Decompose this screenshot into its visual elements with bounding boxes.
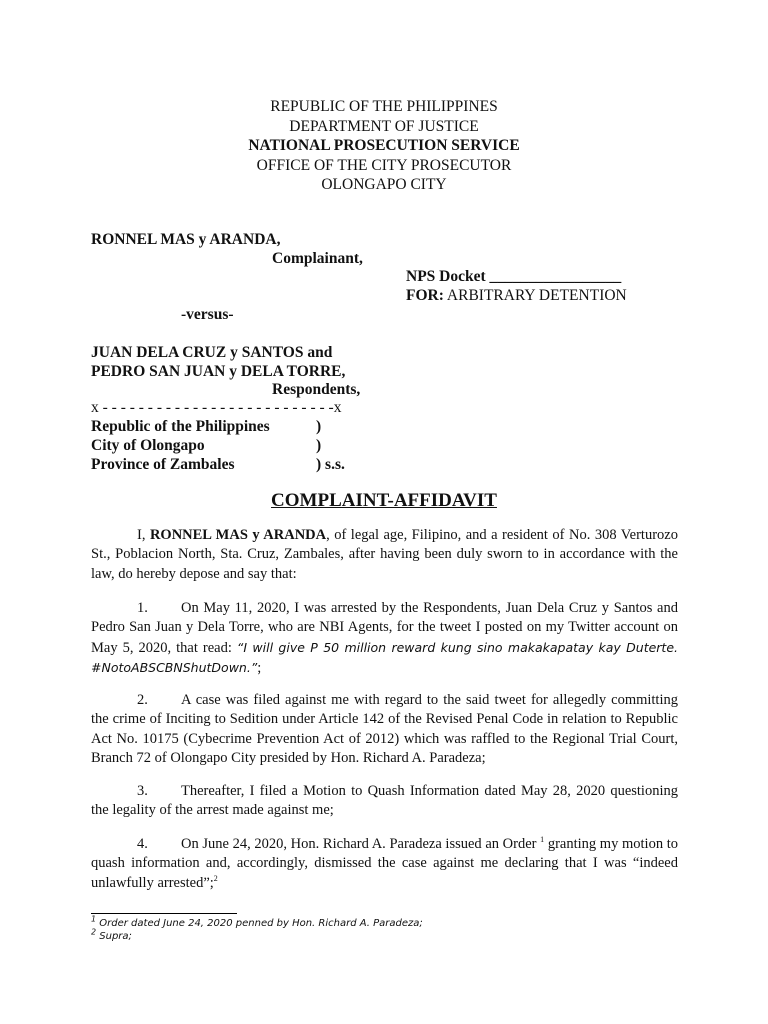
intro-paragraph: I, RONNEL MAS y ARANDA, of legal age, Filipino, and a resident of No. 308 Verturozo St., Poblacion North, Sta. Cruz, Zambales, after having been duly sworn to in accordance with the law, do hereby depose and say that: <box>91 527 678 582</box>
paragraph-1: 1. On May 11, 2020, I was arrested by the Respondents, Juan Dela Cruz y Santos and Pedro San Juan y Dela Torre, who are NBI Agents, for the tweet I posted on my Twitter account on May 5, 2020, that read: “I will give P 50 million reward kung sino makakapatay kay Duterte. #NotoABSCBNShutDown.”; <box>91 600 678 676</box>
caption-separator: x - - - - - - - - - - - - - - - - - - - - - - - - - -x <box>91 399 342 416</box>
paragraph-number: 3. <box>137 783 148 799</box>
footnote-ref-2: 2 <box>213 873 218 883</box>
header-department: DEPARTMENT OF JUSTICE <box>289 117 479 135</box>
for-label: FOR: <box>406 287 444 304</box>
document-title: COMPLAINT-AFFIDAVIT <box>271 490 497 511</box>
docket-blank: _________________ <box>489 268 622 285</box>
venue-mark-3: ) s.s. <box>316 456 345 473</box>
venue-mark-1: ) <box>316 418 322 435</box>
footnote-1: $^1$ Order dated June 24, 2020 penned by Hon. Richard A. Paradeza; <box>91 914 423 929</box>
paragraph-3: 3. Thereafter, I filed a Motion to Quash Information dated May 28, 2020 questioning the legality of the arrest made against me; <box>91 783 678 819</box>
paragraph-number: 1. <box>137 600 148 616</box>
respondent-1: JUAN DELA CRUZ y SANTOS and <box>91 344 333 361</box>
footnote-2: $^2$ Supra; <box>91 927 132 942</box>
nps-docket <box>406 267 621 286</box>
footnote-ref-1: 1 <box>540 835 545 845</box>
venue-province: Province of Zambales <box>91 456 235 473</box>
docket-label: NPS Docket <box>406 268 486 285</box>
venue-city: City of Olongapo <box>91 437 205 454</box>
for-value: ARBITRARY DETENTION <box>446 287 627 304</box>
respondents-label: Respondents, <box>272 381 361 398</box>
venue-mark-2: ) <box>316 437 322 454</box>
paragraph-number: 4. <box>137 836 148 852</box>
document-header <box>0 97 768 195</box>
venue-republic: Republic of the Philippines <box>91 418 270 435</box>
affiant-name: RONNEL MAS y ARANDA <box>149 527 327 543</box>
header-city: OLONGAPO CITY <box>321 176 447 193</box>
respondent-2: PEDRO SAN JUAN y DELA TORRE, <box>91 363 346 380</box>
header-nps: NATIONAL PROSECUTION SERVICE <box>248 137 520 154</box>
paragraph-4: 4. On June 24, 2020, Hon. Richard A. Paradeza issued an Order $^1$ granting my motion to quash information and, accordingly, dismissed the case against me declaring that I was “indeed unlawfully arrested”;$^2$ <box>91 835 678 891</box>
header-office: OFFICE OF THE CITY PROSECUTOR <box>256 156 512 174</box>
paragraph-2: 2. A case was filed against me with regard to the said tweet for allegedly committing the crime of Inciting to Sedition under Article 142 of the Revised Penal Code in relation to Republic Act No. 10175 (Cybecrime Prevention Act of 2012) which was raffled to the Regional Trial Court, Branch 72 of Olongapo City presided by Hon. Richard A. Paradeza; <box>91 692 678 766</box>
for-charge <box>406 286 627 305</box>
header-republic: REPUBLIC OF THE PHILIPPINES <box>270 98 498 115</box>
tweet-quote: “I will give P 50 million reward kung sino makakapatay kay Duterte. #NotoABSCBNShutDown.” <box>91 639 678 675</box>
complainant-name: RONNEL MAS y ARANDA, <box>91 231 281 248</box>
paragraph-number: 2. <box>137 692 148 708</box>
versus-label: -versus- <box>181 306 234 323</box>
footnote-divider <box>91 913 237 914</box>
complainant-label: Complainant, <box>272 250 363 267</box>
